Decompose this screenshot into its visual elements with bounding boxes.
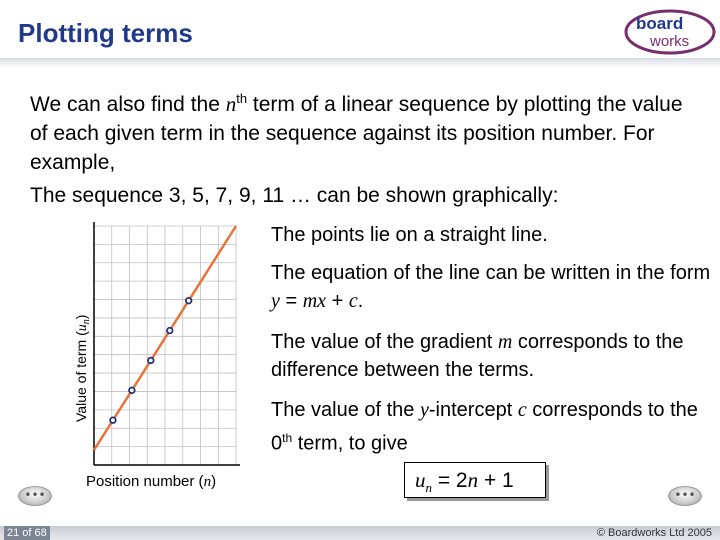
copyright-notice: © Boardworks Ltd 2005 <box>596 527 712 539</box>
nth-term-formula: $u_n = 2n + 1$ <box>404 462 546 498</box>
slide-title: Plotting terms <box>18 18 193 48</box>
intro-paragraph <box>30 84 700 177</box>
gradient-statement: The value of the gradient m corresponds to the difference between the terms. <box>271 331 684 381</box>
data-point <box>129 388 135 394</box>
points-statement: The points lie on a straight line. <box>271 224 548 246</box>
data-point <box>148 358 154 364</box>
sequence-line: The sequence 3, 5, 7, 9, 11 … can be shown graphically: <box>30 184 559 207</box>
x-axis-label: Position number (n) <box>86 473 217 490</box>
next-slide-button[interactable]: ••• <box>668 486 702 506</box>
intro-before: We can also find the <box>30 93 226 116</box>
intercept-statement: The value of the y-intercept c corresponds to the 0th term, to give <box>271 399 698 455</box>
data-point <box>110 417 116 423</box>
logo-works-text: works <box>650 33 690 50</box>
header-divider <box>0 58 720 68</box>
data-point <box>167 328 173 334</box>
y-axis-label: Value of term $(u_n)$ <box>73 314 92 422</box>
intro-th: th <box>236 91 248 106</box>
line-equation-statement: The equation of the line can be written in the form y = mx + c. <box>271 262 711 312</box>
page-number: 21 of 68 <box>4 526 50 540</box>
boardworks-logo <box>624 8 716 56</box>
previous-slide-button[interactable]: ••• <box>18 486 52 506</box>
intro-n: n <box>225 92 237 116</box>
data-point <box>186 298 192 304</box>
logo-board-text: board <box>636 14 684 33</box>
sequence-chart <box>64 210 264 510</box>
intro-after: term of a linear sequence by plotting the value of each given term in the sequence against its position number. For example, <box>30 93 683 174</box>
